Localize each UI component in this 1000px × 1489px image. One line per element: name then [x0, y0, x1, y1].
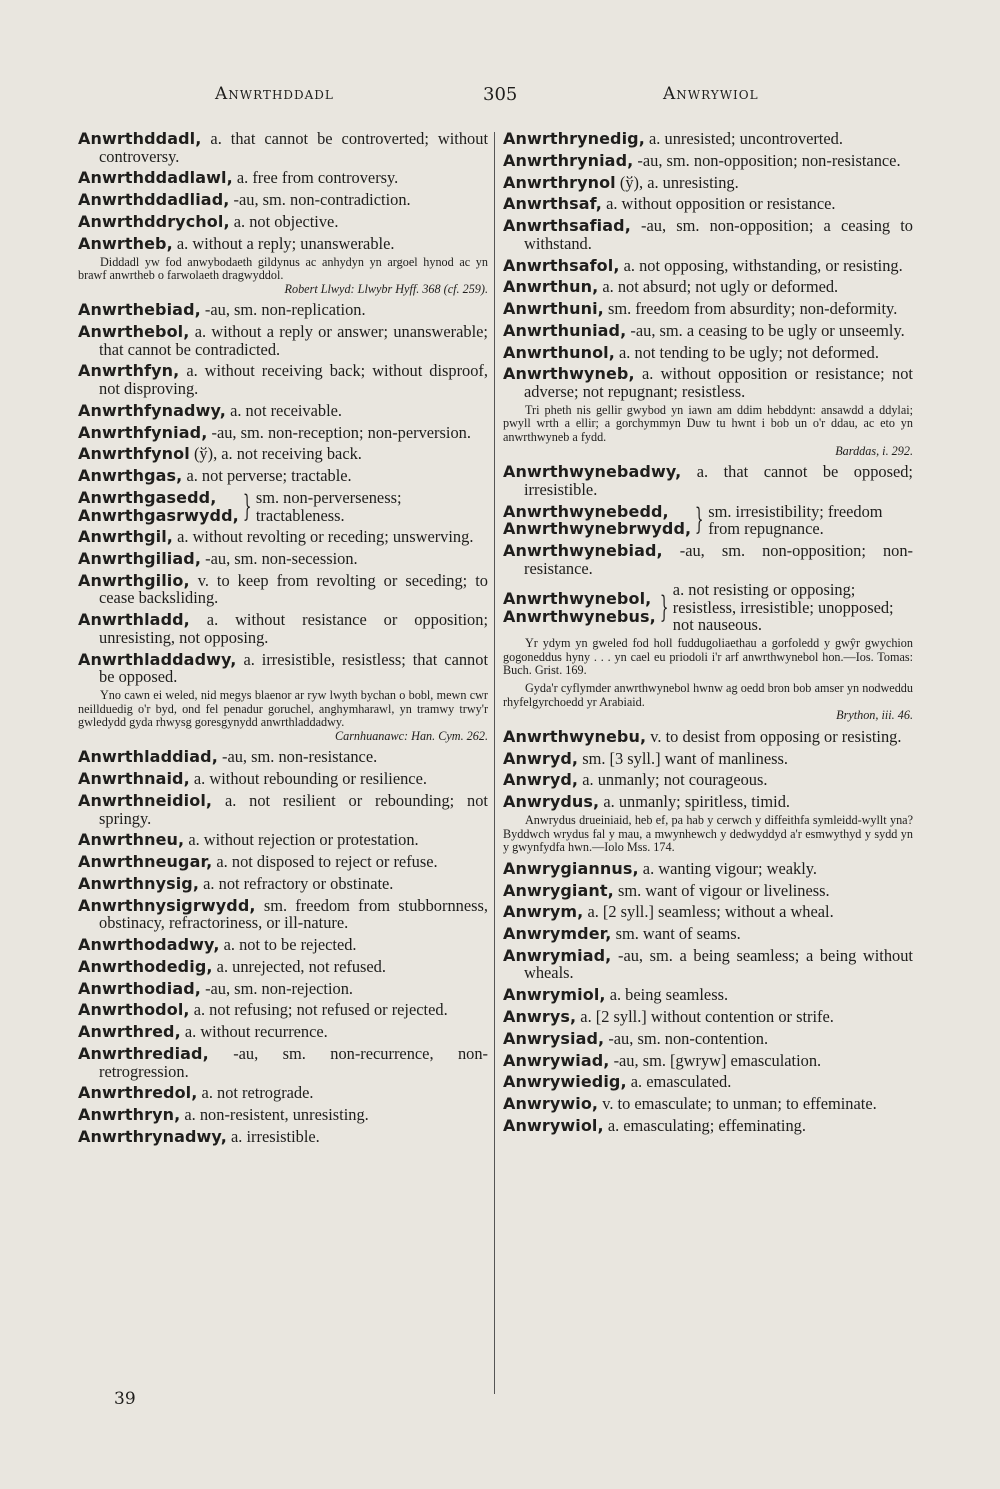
headword-group: [503, 590, 656, 625]
definition: a. unresisted; uncontroverted.: [649, 129, 843, 148]
definition: a. unmanly; not courageous.: [582, 770, 768, 790]
dictionary-entry: [503, 1117, 913, 1135]
left-column: [78, 130, 488, 1150]
definition: a. being seamless.: [609, 985, 729, 1005]
definition: a. free from controversy.: [236, 168, 399, 188]
headword: Anwrthladd,: [78, 610, 190, 630]
dictionary-entry: [78, 611, 488, 646]
definition: -au, sm. a ceasing to be ugly or unseemly.: [630, 320, 905, 340]
dictionary-entry: [503, 903, 913, 921]
dictionary-entry: [78, 323, 488, 358]
dictionary-entry: [503, 152, 913, 170]
definition: a. non-resistent, unresisting.: [184, 1105, 369, 1125]
quote-source: Carnhuanawc: Han. Cym. 262.: [334, 728, 488, 743]
dictionary-entry: [503, 130, 913, 148]
headword: Anwrthgiliad,: [78, 549, 202, 569]
dictionary-entry: [78, 191, 488, 209]
definition: sm. non-perverseness; tractableness.: [255, 487, 402, 525]
headword: Anwrthwynebedd,: [503, 501, 669, 521]
headword: Anwrywiedig,: [503, 1072, 627, 1092]
headword: Anwrthodiad,: [78, 978, 201, 998]
definition: a. irresistible, resistless; that cannot be opposed.: [99, 649, 488, 687]
definition: -au, sm. non-contradiction.: [233, 190, 411, 210]
definition: a. not refractory or obstinate.: [203, 873, 394, 893]
dictionary-entry-group: [503, 503, 913, 538]
dictionary-entry: [78, 528, 488, 546]
headword: Anwrthodadwy,: [78, 935, 220, 955]
definition: a. without recurrence.: [184, 1022, 328, 1042]
citation-quote: [503, 637, 913, 678]
dictionary-entry: [78, 875, 488, 893]
dictionary-entry: [503, 1052, 913, 1070]
headword: Anwrthodol,: [78, 1000, 190, 1020]
definition: a. emasculated.: [630, 1072, 732, 1092]
quote-text: Diddadl yw fod anwybodaeth gildynus ac anhydyn yn argoel hynod ac yn brawf anwrtheb o farwolaeth dragwyddol.: [78, 254, 488, 283]
dictionary-entry: [503, 195, 913, 213]
dictionary-entry: [78, 1023, 488, 1041]
definition: a. without rejection or protestation.: [188, 830, 419, 850]
definition: a. without revolting or receding; unswerving.: [177, 527, 474, 547]
quote-source: Robert Llwyd: Llwybr Hyff. 368 (cf. 259).: [284, 281, 488, 296]
definition: a. unmanly; spiritless, timid.: [603, 792, 791, 812]
headword-group: [78, 489, 239, 524]
headword: Anwrthneu,: [78, 830, 185, 850]
dictionary-entry: [503, 793, 913, 811]
headword: Anwrywiad,: [503, 1050, 610, 1070]
definition: a. [2 syll.] seamless; without a wheal.: [587, 902, 834, 922]
quote-source: Barddas, i. 292.: [835, 443, 913, 458]
headword: Anwrthun,: [503, 277, 599, 297]
headword: Anwrymiad,: [503, 945, 612, 965]
dictionary-entry: [78, 213, 488, 231]
headword: Anwrthsaf,: [503, 194, 602, 214]
definition: a. not perverse; tractable.: [186, 466, 352, 486]
definition: a. not absurd; not ugly or deformed.: [602, 277, 839, 297]
headword: Anwrthnaid,: [78, 769, 190, 789]
dictionary-entry: [78, 1128, 488, 1146]
definition: -au, sm. non-opposition; non-resistance.: [637, 150, 901, 170]
definition: a. not resisting or opposing; resistless, irresistible; unopposed; not nauseous.: [672, 580, 894, 635]
dictionary-entry: [78, 235, 488, 253]
headword: Anwrthgasrwydd,: [78, 505, 239, 525]
headword: Anwrthwynebol,: [503, 589, 652, 609]
headword: Anwrywiol,: [503, 1115, 604, 1135]
dictionary-entry: [503, 1008, 913, 1026]
dictionary-entry-group: [503, 581, 913, 634]
headword: Anwrthgilio,: [78, 570, 190, 590]
headword: Anwrym,: [503, 902, 584, 922]
headword: Anwrygiannus,: [503, 858, 639, 878]
headword: Anwrywio,: [503, 1094, 599, 1114]
definition: a. not retrograde.: [201, 1083, 314, 1103]
headword: Anwrthladdadwy,: [78, 649, 237, 669]
headword: Anwrthwynebrwydd,: [503, 519, 692, 539]
dictionary-entry: [78, 550, 488, 568]
headword: Anwrthryn,: [78, 1105, 181, 1125]
headword: Anwrthddadlawl,: [78, 168, 233, 188]
headword: Anwrthneugar,: [78, 852, 213, 872]
headword: Anwrthredol,: [78, 1083, 198, 1103]
dictionary-entry: [78, 770, 488, 788]
definition: -au, sm. a being seamless; a being without wheals.: [524, 945, 913, 983]
definition: a. not disposed to reject or refuse.: [216, 852, 438, 872]
dictionary-entry: [503, 986, 913, 1004]
dictionary-entry: [78, 936, 488, 954]
definition: a. that cannot be opposed; irresistible.: [524, 462, 913, 499]
headword: Anwrthsafiad,: [503, 216, 631, 236]
headword: Anwrthwynebiad,: [503, 540, 663, 560]
dictionary-entry: [503, 771, 913, 789]
right-column: [503, 130, 913, 1139]
dictionary-entry: [503, 882, 913, 900]
headword: Anwrthuni,: [503, 299, 604, 319]
definition: sm. freedom from stubbornness, obstinacy, refractoriness, or ill-nature.: [99, 895, 488, 933]
headword: Anwrthrynadwy,: [78, 1126, 227, 1146]
dictionary-entry: [78, 1084, 488, 1102]
citation-quote: [503, 682, 913, 723]
definition: a. without rebounding or resilience.: [193, 769, 427, 789]
definition: -au, sm. non-secession.: [205, 549, 358, 569]
headword: Anwrthrynol: [503, 172, 616, 192]
definition: a. not receivable.: [230, 400, 343, 420]
dictionary-entry: [78, 792, 488, 827]
definition: a. without opposition or resistance; not adverse; not repugnant; resistless.: [524, 364, 913, 401]
headword: Anwrthebiad,: [78, 300, 201, 320]
definition: sm. irresistibility; freedom from repugnance.: [708, 501, 883, 539]
running-head-left: Anwrthddadl: [215, 84, 334, 104]
citation-quote: [78, 689, 488, 743]
dictionary-entry: [503, 217, 913, 252]
headword: Anwrthgasedd,: [78, 487, 217, 507]
quote-text: Anwrydus drueiniaid, heb ef, pa hab y cerwch y diffeithfa symleidd-wyllt yna? Byddwch wrydus fal y mau, a mwynhewch y dedwyddyd a'r esmwythyd y sydd yn y gwynfydfa hwn.—Iolo Mss. 174.: [503, 812, 913, 855]
definition: sm. want of seams.: [615, 924, 741, 944]
headword: Anwrthnysigrwydd,: [78, 895, 256, 915]
headword: Anwrthgil,: [78, 527, 173, 547]
definition: -au, sm. non-rejection.: [205, 978, 353, 998]
definition: v. to keep from revolting or seceding; to cease backsliding.: [99, 570, 488, 608]
running-head-right: Anwrywiol: [663, 84, 759, 104]
dictionary-entry: [78, 402, 488, 420]
headword: Anwrthddadl,: [78, 129, 202, 148]
dictionary-entry: [78, 445, 488, 463]
dictionary-entry: [503, 365, 913, 400]
signature-mark: 39: [114, 1389, 136, 1409]
dictionary-entry: [78, 1045, 488, 1080]
headword: Anwrthwynebu,: [503, 726, 647, 746]
headword: Anwrthneidiol,: [78, 790, 213, 810]
definition: sm. freedom from absurdity; non-deformity.: [607, 299, 898, 319]
definition: -au, sm. [gwryw] emasculation.: [613, 1050, 822, 1070]
brace-mark: }: [659, 589, 669, 625]
headword: Anwrthrynedig,: [503, 129, 645, 148]
definition: sm. [3 syll.] want of manliness.: [582, 748, 788, 768]
dictionary-entry: [78, 130, 488, 165]
headword: Anwrthrediad,: [78, 1043, 209, 1063]
headword: Anwrys,: [503, 1007, 577, 1026]
definition: a. without a reply or answer; unanswerable; that cannot be contradicted.: [99, 322, 488, 359]
dictionary-entry: [503, 728, 913, 746]
dictionary-entry: [503, 925, 913, 943]
dictionary-entry: [503, 1030, 913, 1048]
page-number: 305: [483, 84, 518, 105]
dictionary-entry: [503, 750, 913, 768]
headword: Anwrthfyniad,: [78, 422, 208, 442]
dictionary-entry: [503, 947, 913, 982]
quote-text: Yno cawn ei weled, nid megys blaenor ar ryw lwyth bychan o bobl, mewn cwr neillduedig o'r byd, ond fel penadur goruchel, anghymharawl, yn tramwy trwy'r gwledydd gyda rhwysg goresgynydd anwrthladdadwy.: [78, 688, 488, 730]
dictionary-entry: [78, 169, 488, 187]
definition: -au, sm. non-resistance.: [222, 747, 378, 767]
brace-mark: }: [242, 488, 252, 524]
quote-text: Tri pheth nis gellir gwybod yn iawn am ddim hebddynt: ansawdd a ddylai; pwyll wrth a ellir; a gorchymmyn Duw tu hwnt i bob un o'r ddau, ac eto yn anwrthwyneb a fydd.: [503, 402, 913, 444]
dictionary-entry: [503, 1095, 913, 1113]
definition: a. without resistance or opposition; unresisting, not opposing.: [99, 610, 488, 647]
quote-text: Yr ydym yn gweled fod holl fuddugoliaethau a gorfoledd y gwŷr gwychion gogoneddus hyny . . . yn cael eu priodoli i'r arf anwrthwynebol hon.—Ios. Tomas: Buch. Grist. 169.: [503, 636, 913, 678]
definition: -au, sm. non-opposition; non-resistance.: [524, 540, 913, 578]
definition: a. not tending to be ugly; not deformed.: [619, 342, 879, 362]
dictionary-entry: [78, 831, 488, 849]
definition: -au, sm. non-recurrence, non-retrogression.: [99, 1043, 488, 1081]
brace-mark: }: [695, 502, 704, 538]
dictionary-entry: [503, 542, 913, 577]
definition: -au, sm. non-reception; non-perversion.: [211, 422, 471, 442]
headword: Anwrthladdiad,: [78, 747, 218, 767]
citation-quote: [503, 404, 913, 458]
dictionary-entry: [503, 344, 913, 362]
dictionary-entry: [503, 300, 913, 318]
definition: a. without receiving back; without disproof, not disproving.: [99, 361, 488, 399]
dictionary-entry: [503, 174, 913, 192]
definition: a. unrejected, not refused.: [216, 956, 386, 976]
definition: -au, sm. non-replication.: [204, 300, 366, 320]
headword: Anwrthwynebadwy,: [503, 462, 682, 482]
headword: Anwrthgas,: [78, 466, 183, 486]
dictionary-entry: [503, 257, 913, 275]
headword: Anwrthred,: [78, 1022, 181, 1042]
definition: a. not objective.: [233, 211, 339, 231]
dictionary-entry: [78, 853, 488, 871]
definition: a. wanting vigour; weakly.: [642, 858, 817, 878]
definition: -au, sm. non-contention.: [608, 1028, 769, 1048]
headword: Anwrymder,: [503, 924, 612, 944]
definition: (ў), a. not receiving back.: [193, 444, 362, 464]
headword: Anwrymiol,: [503, 985, 606, 1005]
definition: (ў), a. unresisting.: [619, 172, 739, 192]
dictionary-entry: [503, 1073, 913, 1091]
dictionary-entry: [78, 651, 488, 686]
dictionary-entry: [78, 958, 488, 976]
dictionary-entry: [78, 897, 488, 932]
headword-group: [503, 503, 691, 538]
definition: a. not resilient or rebounding; not springy.: [99, 790, 488, 828]
headword: Anwrthodedig,: [78, 956, 213, 976]
headword: Anwrtheb,: [78, 233, 173, 253]
definition: a. [2 syll.] without contention or strife.: [580, 1007, 834, 1026]
definition: sm. want of vigour or liveliness.: [617, 880, 830, 900]
headword: Anwrthebol,: [78, 322, 190, 342]
definition: a. not opposing, withstanding, or resisting.: [623, 255, 903, 275]
headword: Anwrthfynol: [78, 444, 190, 464]
headword: Anwrthddrychol,: [78, 211, 230, 231]
headword: Anwryd,: [503, 748, 579, 768]
headword: Anwrthfyn,: [78, 361, 180, 381]
definition: a. not refusing; not refused or rejected.: [193, 1000, 448, 1020]
dictionary-entry: [503, 278, 913, 296]
dictionary-entry: [78, 1106, 488, 1124]
headword: Anwrthddadliad,: [78, 190, 230, 210]
dictionary-entry: [78, 748, 488, 766]
definition: a. without a reply; unanswerable.: [176, 233, 395, 253]
headword: Anwrydus,: [503, 792, 600, 812]
dictionary-entry: [78, 467, 488, 485]
dictionary-entry: [78, 362, 488, 397]
definition: a. irresistible.: [231, 1126, 320, 1146]
dictionary-entry: [78, 980, 488, 998]
definition: a. without opposition or resistance.: [606, 194, 836, 214]
definition: a. that cannot be controverted; without controversy.: [99, 129, 489, 166]
headword: Anwryd,: [503, 770, 579, 790]
column-divider: [494, 132, 495, 1394]
definition: v. to desist from opposing or resisting.: [650, 726, 902, 746]
headword: Anwrthunol,: [503, 342, 615, 362]
citation-quote: [78, 256, 488, 297]
dictionary-entry-group: [78, 489, 488, 524]
citation-quote: [503, 814, 913, 855]
headword: Anwrysiad,: [503, 1028, 605, 1048]
definition: v. to emasculate; to unman; to effeminate.: [602, 1094, 877, 1114]
headword: Anwrthuniad,: [503, 320, 627, 340]
headword: Anwrthnysig,: [78, 873, 200, 893]
definition: a. not to be rejected.: [223, 935, 357, 955]
headword: Anwrthwynebus,: [503, 606, 656, 626]
dictionary-entry: [78, 424, 488, 442]
headword: Anwrthfynadwy,: [78, 400, 226, 420]
definition: a. emasculating; effeminating.: [607, 1115, 806, 1135]
dictionary-entry: [503, 860, 913, 878]
dictionary-entry: [78, 301, 488, 319]
dictionary-entry: [503, 322, 913, 340]
headword: Anwrthryniad,: [503, 150, 634, 170]
headword: Anwrthwyneb,: [503, 364, 635, 384]
headword: Anwrygiant,: [503, 880, 614, 900]
quote-text: Gyda'r cyflymder anwrthwynebol hwnw ag oedd bron bob amser yn nodweddu rhyfelgyrchoedd yr Arabiaid.: [503, 681, 913, 709]
definition: -au, sm. non-opposition; a ceasing to withstand.: [524, 216, 913, 253]
dictionary-entry: [78, 1001, 488, 1019]
quote-source: Brython, iii. 46.: [836, 708, 913, 723]
headword: Anwrthsafol,: [503, 255, 620, 275]
dictionary-entry: [78, 572, 488, 607]
dictionary-entry: [503, 463, 913, 498]
